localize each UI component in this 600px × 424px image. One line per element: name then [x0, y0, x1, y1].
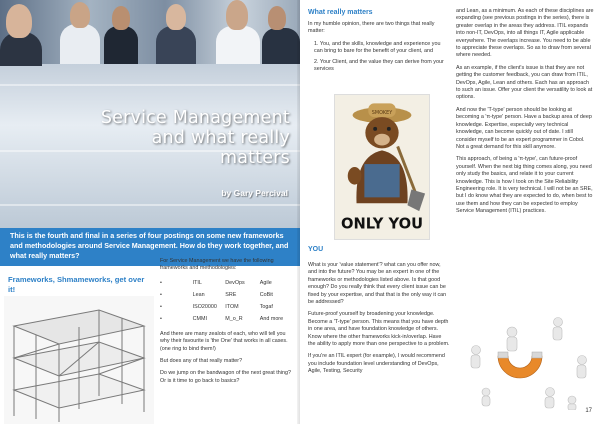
byline: by Gary Percival — [221, 188, 288, 198]
right-text-column-2 — [456, 8, 594, 221]
list-item — [160, 290, 296, 302]
list-item — [160, 302, 296, 314]
right-text-column-1 — [308, 8, 450, 77]
bullet: • — [160, 316, 162, 323]
paragraph: and Lean, as a minimum. As each of these disciplines are expanding (see previous postings in the series), there is greater overlap in the areas they address. ITIL expands into non-IT, DevOps, into all things IT, Agile applicable everywhere. The overlaps increase. You need to be able to appreciate these overlaps. So as to draw from several where needed. — [456, 8, 594, 59]
paragraph: As an example, if the client's issue is that they are not getting the customer feedback, you can draw from ITIL, DevOps, Agile, Lean and others. Each has an approach to such an issue. Offer your client the versatility to look at options. — [456, 64, 593, 101]
paragraph: For Service Management we have the following frameworks and methodologies: — [160, 258, 274, 272]
right-text-column-1b — [308, 262, 450, 381]
page-number: 17 — [585, 408, 592, 414]
smokey-bear-poster — [334, 94, 430, 240]
left-text-column — [160, 258, 296, 390]
title-line: matters — [220, 148, 290, 168]
paragraph: This approach, of being a 'π-type', can future-proof yourself. When the next big thing comes along, you need only study the basics, and relate it to your current knowledge. This is how I took on the Site Reliability Engineering role. It is very technical. I will not be an SRE, but I do know what they are expected to do, when best to use them and how they can be expected to employ Service Management (ITIL) practices. — [456, 156, 593, 215]
bullet: • — [160, 292, 162, 299]
hero-image — [0, 0, 300, 228]
framework-name: Togaf — [259, 304, 273, 311]
hat-text: SMOKEY — [371, 110, 393, 117]
paragraph: Future-proof yourself by broadening your knowledge. Become a 'T-type' person. This means that you have depth in one area, and have foundation knowledge of others. Know where the other frameworks kick-in/overlap. Have the ability to apply more than one perspective to a problem. — [308, 311, 450, 348]
subheading: Frameworks, Shmameworks, get over it! — [8, 275, 145, 294]
section-heading: YOU — [308, 246, 324, 253]
section-heading: What really matters — [308, 9, 373, 16]
framework-name: ISO20000 — [192, 304, 217, 311]
framework-name: ITOM — [225, 304, 239, 311]
numbered-list — [308, 41, 450, 74]
paragraph: And now the 'T-type' person should be looking at becoming a 'π-type' person. Have a backup area of deep knowledge. Expertise, especially very technical knowledge, can become quickly out of date. I still consider myself to be an expert programmer in Cobol. Not a great demand for this skill anymore. — [456, 106, 592, 150]
framework-name: ITIL — [192, 280, 202, 287]
framework-name: SRE — [225, 292, 237, 299]
framework-name: CoBit — [259, 292, 273, 299]
bullet: • — [160, 304, 162, 311]
bullet: • — [160, 280, 162, 287]
framework-name: DevOps — [225, 280, 245, 287]
business-people-photo — [0, 0, 300, 64]
framework-name: And more — [259, 316, 284, 323]
paragraph: If you're an ITIL expert (for example), I would recommend you include foundation level understanding of DevOps, Agile, Testing, Security — [308, 353, 445, 375]
right-page — [300, 0, 600, 424]
list-item — [160, 278, 296, 290]
building-frame-illustration — [4, 296, 154, 424]
intro-text: This is the fourth and final in a series of four postings on some new frameworks and methodologies around Service Management. How do they work together, and what really matters? — [10, 231, 289, 260]
paragraph: And there are many zealots of each, who will tell you why their favourite is 'the One' that works in all cases. (one ring to bind them!) — [160, 330, 288, 352]
framework-name: M_o_R — [225, 316, 243, 323]
framework-name: CMMI — [192, 316, 208, 323]
article-title — [50, 108, 290, 168]
list-item: 2. Your Client, and the value they can derive from your services — [314, 58, 444, 73]
paragraph: But does any of that really matter? — [160, 358, 243, 365]
framework-name: Lean — [192, 292, 205, 299]
paragraph: Do we jump on the bandwagon of the next great thing? Or is it time to go back to basics? — [160, 370, 291, 384]
poster-slogan: ONLY YOU — [340, 215, 424, 233]
title-line: and what really — [151, 128, 290, 148]
list-item — [160, 314, 296, 326]
framework-name: Agile — [259, 280, 272, 287]
paragraph: What is your 'value statement'? what can you offer now, and into the future? You may be an expert in one of the frameworks or methodologies listed above. Is that good enough? Do you really think that every client issue can be fixed by your expertise, and that that is the only way it can be addressed? — [308, 262, 447, 306]
framework-list — [160, 278, 296, 326]
title-line: Service Management — [100, 108, 290, 128]
paragraph: In my humble opinion, there are two things that really matter: — [308, 21, 435, 35]
list-item: 1. You, and the skills, knowledge and experience you can bring to bare for the benefit of your client, and — [314, 40, 441, 55]
people-magnet-illustration — [450, 300, 600, 410]
